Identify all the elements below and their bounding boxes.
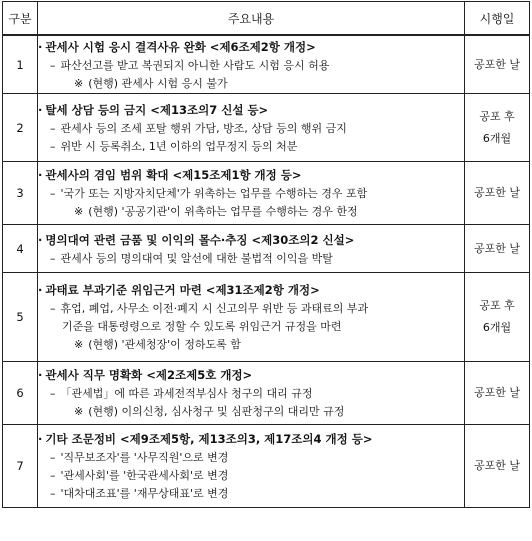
dash-icon: – [50, 187, 56, 200]
detail-line [38, 250, 464, 268]
row-title [38, 100, 464, 120]
note-mark-icon: ※ [74, 76, 84, 90]
note-line [38, 336, 464, 354]
detail-line [38, 185, 464, 203]
dash-icon: – [50, 487, 56, 500]
row-title [38, 37, 464, 57]
table-row [3, 94, 530, 162]
note-text: (현행) 관세사 시험 응시 불가 [88, 76, 228, 90]
date-text: 6개월 [482, 131, 512, 145]
note-line [38, 75, 464, 93]
row-title-text: 관세사의 겸임 범위 확대 <제15조제1항 개정 등> [45, 168, 302, 182]
detail-text: '직무보조자'를 '사무직원'으로 변경 [60, 451, 229, 464]
header-main: 주요내용 [38, 2, 465, 36]
detail-text: 관세사 등의 명의대여 및 알선에 대한 불법적 이익을 박탈 [60, 251, 333, 265]
detail-line [38, 57, 464, 75]
row-number: 2 [3, 94, 38, 162]
detail-line [38, 120, 464, 138]
date-text: 6개월 [482, 321, 512, 334]
row-number: 6 [3, 362, 38, 425]
effective-date [465, 225, 530, 273]
row-title [38, 280, 464, 300]
row-content [38, 362, 465, 425]
table-row [3, 35, 530, 94]
row-title [38, 165, 464, 185]
header-num: 구분 [3, 2, 38, 36]
bullet-icon: · [38, 432, 43, 446]
row-title-text: 기타 조문정비 <제9조제5항, 제13조의3, 제17조의4 개정 등> [45, 432, 373, 446]
dash-icon: – [50, 302, 56, 315]
bullet-icon: · [38, 102, 43, 117]
row-title-text: 과태료 부과기준 위임근거 마련 <제31조제2항 개정> [45, 283, 320, 297]
date-text: 공포한 날 [473, 57, 520, 71]
detail-line [38, 300, 464, 318]
dash-icon: – [50, 451, 56, 464]
row-title-text: 관세사 시험 응시 결격사유 완화 <제6조제2항 개정> [45, 39, 316, 54]
note-mark-icon: ※ [74, 338, 84, 351]
row-number: 3 [3, 162, 38, 225]
row-title-text: 탈세 상담 등의 금지 <제13조의7 신설 등> [45, 102, 269, 117]
dash-icon: – [50, 387, 56, 400]
row-content [38, 162, 465, 225]
row-number: 7 [3, 425, 38, 508]
date-text: 공포 후 [479, 109, 515, 123]
row-content [38, 94, 465, 162]
bullet-icon: · [38, 232, 43, 247]
row-number: 1 [3, 35, 38, 94]
row-content [38, 225, 465, 273]
note-line [38, 203, 464, 221]
row-title [38, 230, 464, 250]
table-row [3, 162, 530, 225]
effective-date [465, 362, 530, 425]
bullet-icon: · [38, 168, 43, 182]
detail-text: 휴업, 폐업, 사무소 이전·폐지 시 신고의무 위반 등 과태료의 부과 [60, 302, 369, 315]
row-content [38, 35, 465, 94]
date-text: 공포한 날 [473, 186, 520, 199]
row-title [38, 429, 464, 449]
dash-icon: – [50, 251, 56, 265]
note-text: (현행) '관세청장'이 정하도록 함 [88, 338, 241, 351]
note-line [38, 403, 464, 421]
dash-icon: – [50, 121, 56, 135]
row-title [38, 365, 464, 385]
detail-line [38, 467, 464, 485]
detail-text: 「관세법」에 따른 과세전적부심사 청구의 대리 규정 [60, 387, 313, 400]
detail-text: 파산선고를 받고 복권되지 아니한 사람도 시험 응시 허용 [60, 58, 330, 72]
detail-text: '국가 또는 지방자치단체'가 위촉하는 업무를 수행하는 경우 포함 [60, 187, 368, 200]
note-mark-icon: ※ [74, 205, 84, 218]
detail-line [38, 138, 464, 156]
dash-icon: – [50, 139, 56, 153]
row-number: 5 [3, 273, 38, 362]
effective-date [465, 35, 530, 94]
amendment-table [2, 1, 530, 508]
detail-text: 관세사 등의 조세 포탈 행위 가담, 방조, 상담 등의 행위 금지 [60, 121, 347, 135]
date-text: 공포한 날 [473, 241, 520, 255]
note-text: (현행) '공공기관'이 위촉하는 업무를 수행하는 경우 한정 [88, 205, 358, 218]
detail-text: '관세사회'를 '한국관세사회'로 변경 [60, 469, 229, 482]
detail-text: '대차대조표'를 '재무상태표'로 변경 [60, 487, 229, 500]
detail-line-continued: 기준을 대통령령으로 정할 수 있도록 위임근거 규정을 마련 [62, 320, 342, 333]
row-content [38, 273, 465, 362]
effective-date [465, 273, 530, 362]
table-row [3, 273, 530, 362]
bullet-icon: · [38, 368, 43, 382]
table-row [3, 225, 530, 273]
table-row [3, 425, 530, 508]
row-content [38, 425, 465, 508]
dash-icon: – [50, 469, 56, 482]
dash-icon: – [50, 58, 56, 72]
row-number: 4 [3, 225, 38, 273]
effective-date [465, 94, 530, 162]
date-text: 공포한 날 [473, 386, 520, 399]
table-row [3, 362, 530, 425]
bullet-icon: · [38, 283, 43, 297]
detail-line [38, 449, 464, 467]
row-title-text: 관세사 직무 명확화 <제2조제5호 개정> [45, 368, 253, 382]
detail-line [38, 485, 464, 503]
date-text: 공포 후 [479, 299, 515, 312]
detail-line [38, 385, 464, 403]
date-text: 공포한 날 [473, 459, 520, 472]
effective-date [465, 425, 530, 508]
header-date: 시행일 [465, 2, 530, 36]
header-row [3, 2, 530, 36]
effective-date [465, 162, 530, 225]
detail-text: 위반 시 등록취소, 1년 이하의 업무정지 등의 처분 [60, 139, 298, 153]
note-mark-icon: ※ [74, 405, 84, 418]
row-title-text: 명의대여 관련 금품 및 이익의 몰수·추징 <제30조의2 신설> [45, 232, 355, 247]
bullet-icon: · [38, 39, 43, 54]
note-text: (현행) 이의신청, 심사청구 및 심판청구의 대리만 규정 [88, 405, 345, 418]
